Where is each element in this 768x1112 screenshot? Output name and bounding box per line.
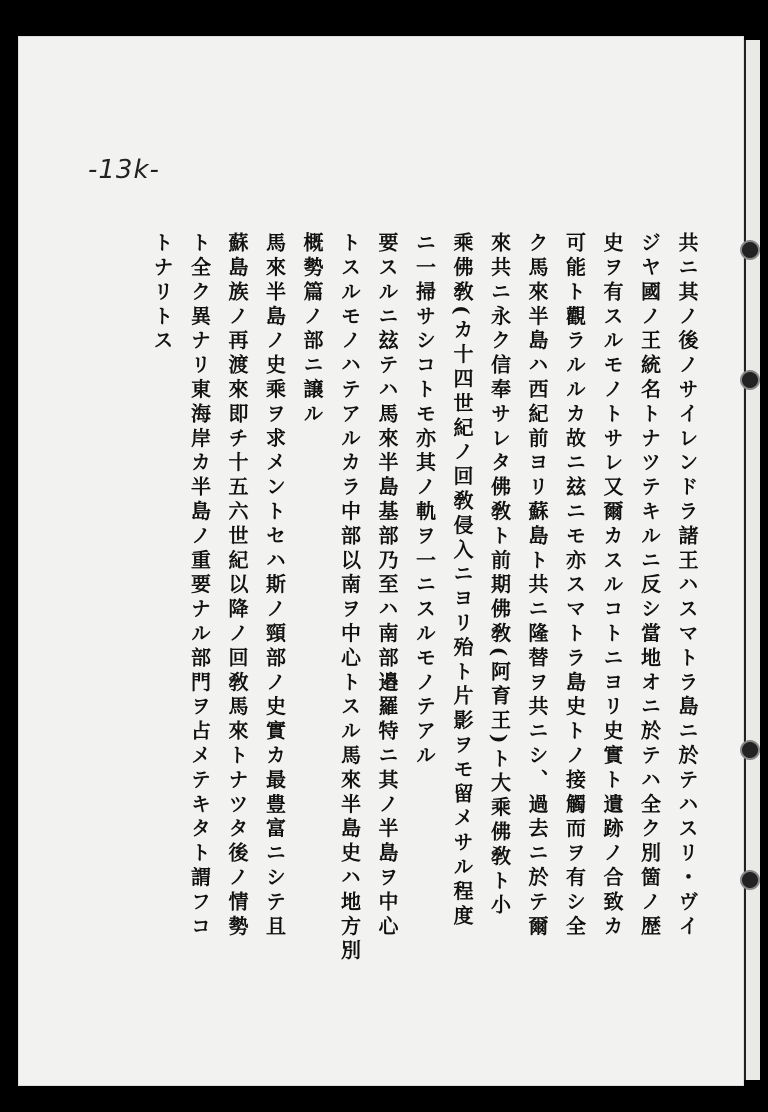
text-column: 可能ト觀ラルルカ故ニ玆ニモ亦スマトラ島史トノ接觸而ヲ有シ全 <box>562 232 587 940</box>
binding-hole-icon <box>740 740 760 760</box>
text-column <box>105 232 143 1052</box>
binding-hole-icon <box>740 370 760 390</box>
text-column: ジヤ國ノ王統名トナツテキルニ反シ當地オニ於テハ全ク別箇ノ歴 <box>637 232 662 940</box>
text-column: ク馬來半島ハ西紀前ヨリ蘇島ト共ニ隆替ヲ共ニシ、過去ニ於テ爾 <box>525 232 549 940</box>
text-column: 共ニ其ノ後ノサイレンドラ諸王ハスマトラ島ニ於テハスリ・ヴイ <box>675 232 699 940</box>
text-column: 馬來半島ノ史乘ヲ求メントセハ斯ノ頸部ノ史實カ最豊富ニシテ且 <box>262 232 287 940</box>
text-column: 來共ニ永ク信奉サレタ佛敎ト前期佛敎(阿育王)ト大乘佛敎ト小 <box>487 232 512 919</box>
vertical-text-body <box>105 232 705 1052</box>
text-column: トスルモノハテアルカラ中部以南ヲ中心トスル馬來半島史ハ地方別 <box>337 232 362 964</box>
binding-edge <box>744 40 760 1080</box>
text-column: 要スルニ玆テハ馬來半島基部乃至ハ南部邉羅特ニ其ノ半島ヲ中心 <box>375 232 399 940</box>
binding-hole-icon <box>740 870 760 890</box>
text-column: 乘佛敎(カ十四世紀ノ回敎侵入ニヨリ殆ト片影ヲモ留メサル程度 <box>450 232 474 930</box>
text-column: ト全ク異ナリ東海岸カ半島ノ重要ナル部門ヲ占メテキタト謂フコ <box>187 232 212 940</box>
text-column: ニ一掃サシコトモ亦其ノ軌ヲ一ニスルモノテアル <box>412 232 437 769</box>
text-column: 概勢篇ノ部ニ譲ル <box>300 232 324 428</box>
text-column: トナリトス <box>150 232 174 354</box>
text-column: 蘇島族ノ再渡來即チ十五六世紀以降ノ回敎馬來トナツタ後ノ情勢 <box>225 232 249 940</box>
page-number-mark: -13k- <box>88 155 160 185</box>
binding-hole-icon <box>740 240 760 260</box>
text-column: 史ヲ有スルモノトサレ又爾カスルコトニヨリ史實ト遺跡ノ合致カ <box>600 232 624 940</box>
